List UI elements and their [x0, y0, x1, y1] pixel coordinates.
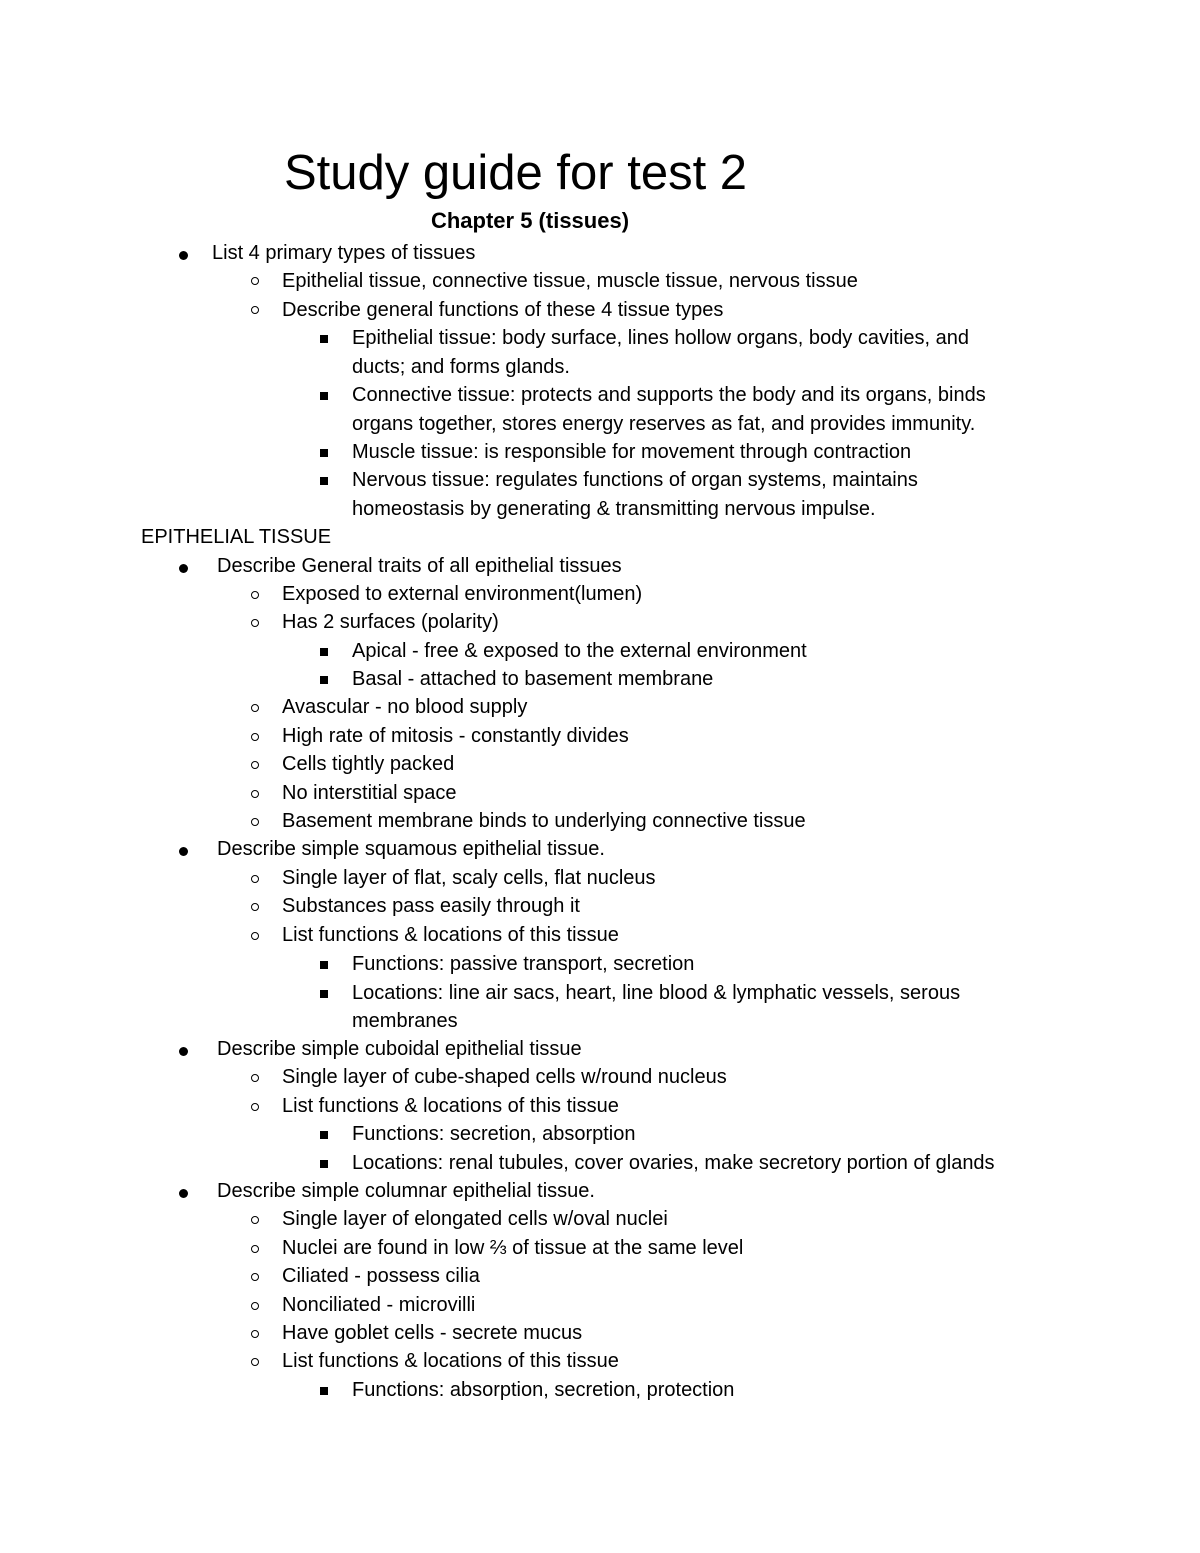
bullet-disc-icon	[179, 1189, 188, 1198]
list-item-continuation: membranes	[352, 1010, 458, 1032]
chapter-heading: Chapter 5 (tissues)	[430, 208, 630, 233]
list-item: Apical - free & exposed to the external environment	[352, 640, 807, 662]
bullet-square-icon	[320, 335, 328, 343]
bullet-circle-icon	[251, 1358, 259, 1366]
bullet-square-icon	[320, 477, 328, 485]
list-item: Cells tightly packed	[282, 753, 455, 775]
list-item: Substances pass easily through it	[282, 895, 580, 917]
list-item: Epithelial tissue, connective tissue, muscle tissue, nervous tissue	[282, 270, 858, 292]
list-item: Functions: passive transport, secretion	[352, 953, 695, 975]
bullet-square-icon	[320, 990, 328, 998]
list-item: Nuclei are found in low ⅔ of tissue at the same level	[282, 1237, 744, 1259]
list-item: Locations: line air sacs, heart, line blood & lymphatic vessels, serous	[352, 982, 961, 1004]
list-item: Locations: renal tubules, cover ovaries, make secretory portion of glands	[352, 1152, 995, 1174]
list-item: List functions & locations of this tissue	[282, 924, 619, 946]
list-item: Describe General traits of all epithelial tissues	[217, 555, 622, 577]
bullet-square-icon	[320, 392, 328, 400]
bullet-square-icon	[320, 1131, 328, 1139]
bullet-disc-icon	[179, 1047, 188, 1056]
bullet-circle-icon	[251, 1245, 259, 1253]
bullet-circle-icon	[251, 1103, 259, 1111]
bullet-square-icon	[320, 648, 328, 656]
page-title: Study guide for test 2	[284, 146, 748, 200]
list-item: Describe simple squamous epithelial tissue.	[217, 838, 605, 860]
bullet-square-icon	[320, 961, 328, 969]
bullet-circle-icon	[251, 875, 259, 883]
bullet-square-icon	[320, 676, 328, 684]
list-item: Ciliated - possess cilia	[282, 1265, 480, 1287]
bullet-circle-icon	[251, 903, 259, 911]
list-item: Has 2 surfaces (polarity)	[282, 611, 499, 633]
list-item: Avascular - no blood supply	[282, 696, 528, 718]
list-item: List functions & locations of this tissue	[282, 1095, 619, 1117]
bullet-circle-icon	[251, 761, 259, 769]
bullet-circle-icon	[251, 277, 259, 285]
list-item-continuation: organs together, stores energy reserves as fat, and provides immunity.	[352, 413, 976, 435]
list-item: Have goblet cells - secrete mucus	[282, 1322, 583, 1344]
section-heading: EPITHELIAL TISSUE	[141, 526, 332, 548]
bullet-circle-icon	[251, 704, 259, 712]
bullet-circle-icon	[251, 790, 259, 798]
bullet-circle-icon	[251, 1330, 259, 1338]
bullet-circle-icon	[251, 591, 259, 599]
list-item: High rate of mitosis - constantly divides	[282, 725, 629, 747]
list-item: Muscle tissue: is responsible for movement through contraction	[352, 441, 912, 463]
list-item: Describe simple cuboidal epithelial tissue	[217, 1038, 582, 1060]
bullet-square-icon	[320, 1160, 328, 1168]
list-item-continuation: homeostasis by generating & transmitting nervous impulse.	[352, 498, 876, 520]
list-item: Basement membrane binds to underlying connective tissue	[282, 810, 806, 832]
bullet-disc-icon	[179, 251, 188, 260]
bullet-circle-icon	[251, 818, 259, 826]
bullet-square-icon	[320, 1387, 328, 1395]
list-item: Nervous tissue: regulates functions of organ systems, maintains	[352, 469, 918, 491]
bullet-circle-icon	[251, 1074, 259, 1082]
list-item: List functions & locations of this tissue	[282, 1350, 619, 1372]
bullet-circle-icon	[251, 1302, 259, 1310]
bullet-square-icon	[320, 449, 328, 457]
bullet-circle-icon	[251, 932, 259, 940]
list-item: Single layer of cube-shaped cells w/round nucleus	[282, 1066, 727, 1088]
list-item: Describe simple columnar epithelial tissue.	[217, 1180, 595, 1202]
list-item: Connective tissue: protects and supports the body and its organs, binds	[352, 384, 986, 406]
list-item: Functions: absorption, secretion, protection	[352, 1379, 735, 1401]
bullet-circle-icon	[251, 619, 259, 627]
list-item: Functions: secretion, absorption	[352, 1123, 636, 1145]
bullet-disc-icon	[179, 847, 188, 856]
list-item: Nonciliated - microvilli	[282, 1294, 476, 1316]
list-item: Single layer of flat, scaly cells, flat nucleus	[282, 867, 656, 889]
bullet-circle-icon	[251, 1216, 259, 1224]
bullet-disc-icon	[179, 564, 188, 573]
list-item: Describe general functions of these 4 tissue types	[282, 299, 724, 321]
list-item: Basal - attached to basement membrane	[352, 668, 714, 690]
bullet-circle-icon	[251, 306, 259, 314]
list-item: Single layer of elongated cells w/oval nuclei	[282, 1208, 668, 1230]
list-item-continuation: ducts; and forms glands.	[352, 356, 570, 378]
list-item: List 4 primary types of tissues	[212, 242, 476, 264]
list-item: Epithelial tissue: body surface, lines hollow organs, body cavities, and	[352, 327, 970, 349]
list-item: No interstitial space	[282, 782, 457, 804]
list-item: Exposed to external environment(lumen)	[282, 583, 643, 605]
bullet-circle-icon	[251, 733, 259, 741]
bullet-circle-icon	[251, 1273, 259, 1281]
